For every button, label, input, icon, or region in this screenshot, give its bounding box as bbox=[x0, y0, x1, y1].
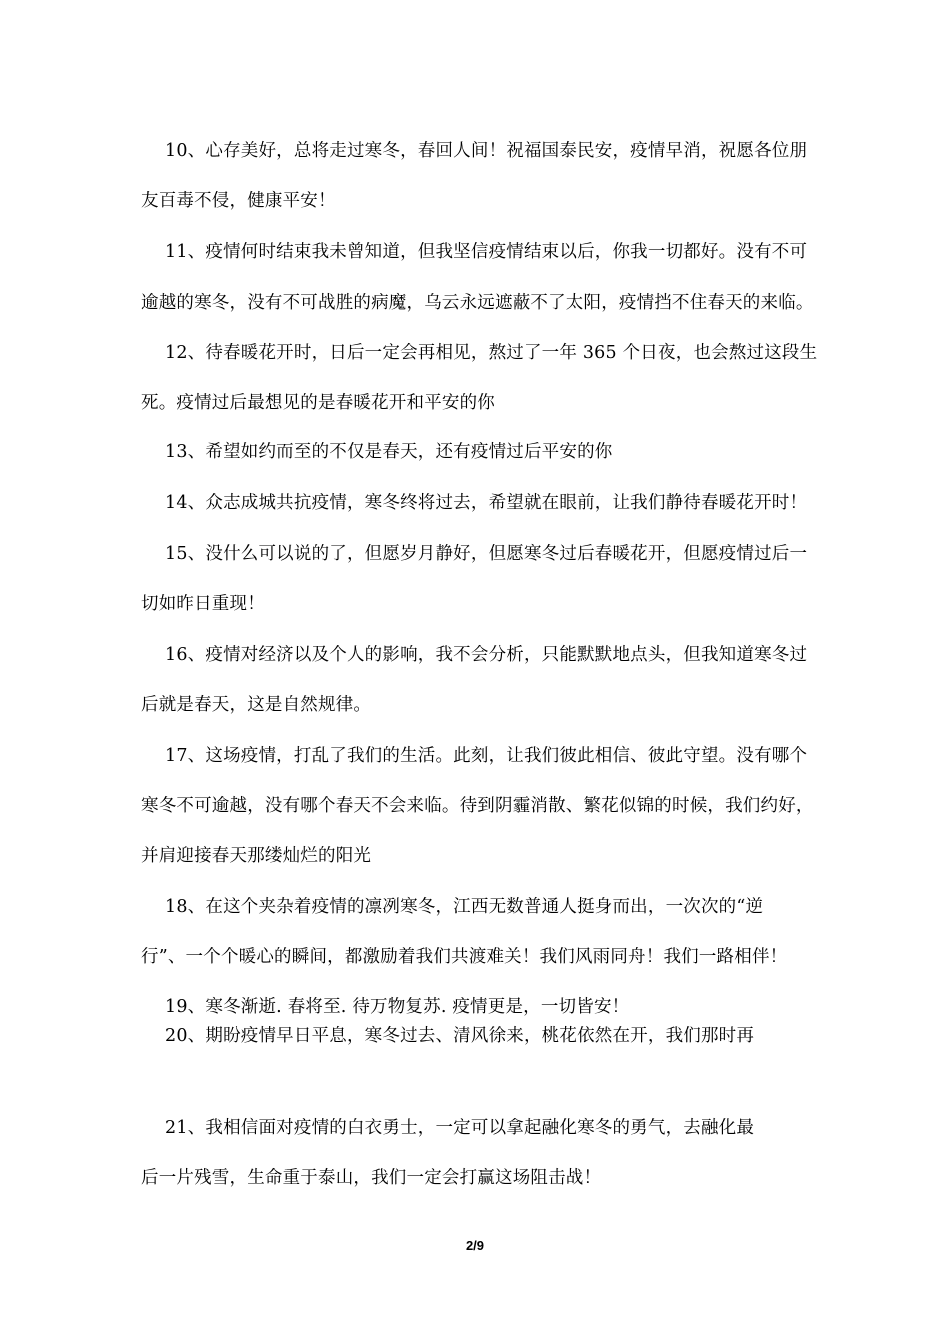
paragraph-16-line-1: 16、疫情对经济以及个人的影响，我不会分析，只能默默地点头，但我知道寒冬过 bbox=[165, 645, 808, 665]
paragraph-14-line-1: 14、众志成城共抗疫情，寒冬终将过去，希望就在眼前，让我们静待春暖花开时！ bbox=[165, 493, 808, 513]
paragraph-17-line-3: 并肩迎接春天那缕灿烂的阳光 bbox=[141, 846, 372, 866]
paragraph-18-line-1: 18、在这个夹杂着疫情的凛冽寒冬，江西无数普通人挺身而出，一次次的“逆 bbox=[165, 897, 764, 917]
paragraph-12-line-1: 12、待春暖花开时，日后一定会再相见，熬过了一年 365 个日夜，也会熬过这段生 bbox=[165, 343, 818, 363]
paragraph-19-line-1: 19、寒冬渐逝. 春将至. 待万物复苏. 疫情更是，一切皆安！ bbox=[165, 997, 630, 1017]
paragraph-17-line-2: 寒冬不可逾越，没有哪个春天不会来临。待到阴霾消散、繁花似锦的时候，我们约好， bbox=[141, 796, 814, 816]
paragraph-15-line-1: 15、没什么可以说的了，但愿岁月静好，但愿寒冬过后春暖花开，但愿疫情过后一 bbox=[165, 544, 808, 564]
paragraph-21-line-2: 后一片残雪，生命重于泰山，我们一定会打赢这场阻击战！ bbox=[141, 1168, 602, 1188]
paragraph-10-line-2: 友百毒不侵，健康平安！ bbox=[141, 191, 336, 211]
paragraph-11-line-1: 11、疫情何时结束我未曾知道，但我坚信疫情结束以后，你我一切都好。没有不可 bbox=[165, 242, 808, 262]
paragraph-18-line-2: 行”、一个个暖心的瞬间，都激励着我们共渡难关！我们风雨同舟！我们一路相伴！ bbox=[141, 947, 788, 967]
paragraph-17-line-1: 17、这场疫情，打乱了我们的生活。此刻，让我们彼此相信、彼此守望。没有哪个 bbox=[165, 746, 808, 766]
paragraph-15-line-2: 切如昨日重现！ bbox=[141, 594, 265, 614]
paragraph-13-line-1: 13、希望如约而至的不仅是春天，还有疫情过后平安的你 bbox=[165, 442, 613, 462]
paragraph-11-line-2: 逾越的寒冬，没有不可战胜的病魔，乌云永远遮蔽不了太阳，疫情挡不住春天的来临。 bbox=[141, 293, 814, 313]
paragraph-10-line-1: 10、心存美好，总将走过寒冬，春回人间！祝福国泰民安，疫情早消，祝愿各位朋 bbox=[165, 141, 808, 161]
paragraph-20-line-1: 20、期盼疫情早日平息，寒冬过去、清风徐来，桃花依然在开，我们那时再 bbox=[165, 1026, 755, 1046]
paragraph-12-line-2: 死。疫情过后最想见的是春暖花开和平安的你 bbox=[141, 393, 495, 413]
paragraph-16-line-2: 后就是春天，这是自然规律。 bbox=[141, 695, 372, 715]
page-number: 2/9 bbox=[465, 1238, 485, 1253]
paragraph-21-line-1: 21、我相信面对疫情的白衣勇士，一定可以拿起融化寒冬的勇气，去融化最 bbox=[165, 1118, 755, 1138]
